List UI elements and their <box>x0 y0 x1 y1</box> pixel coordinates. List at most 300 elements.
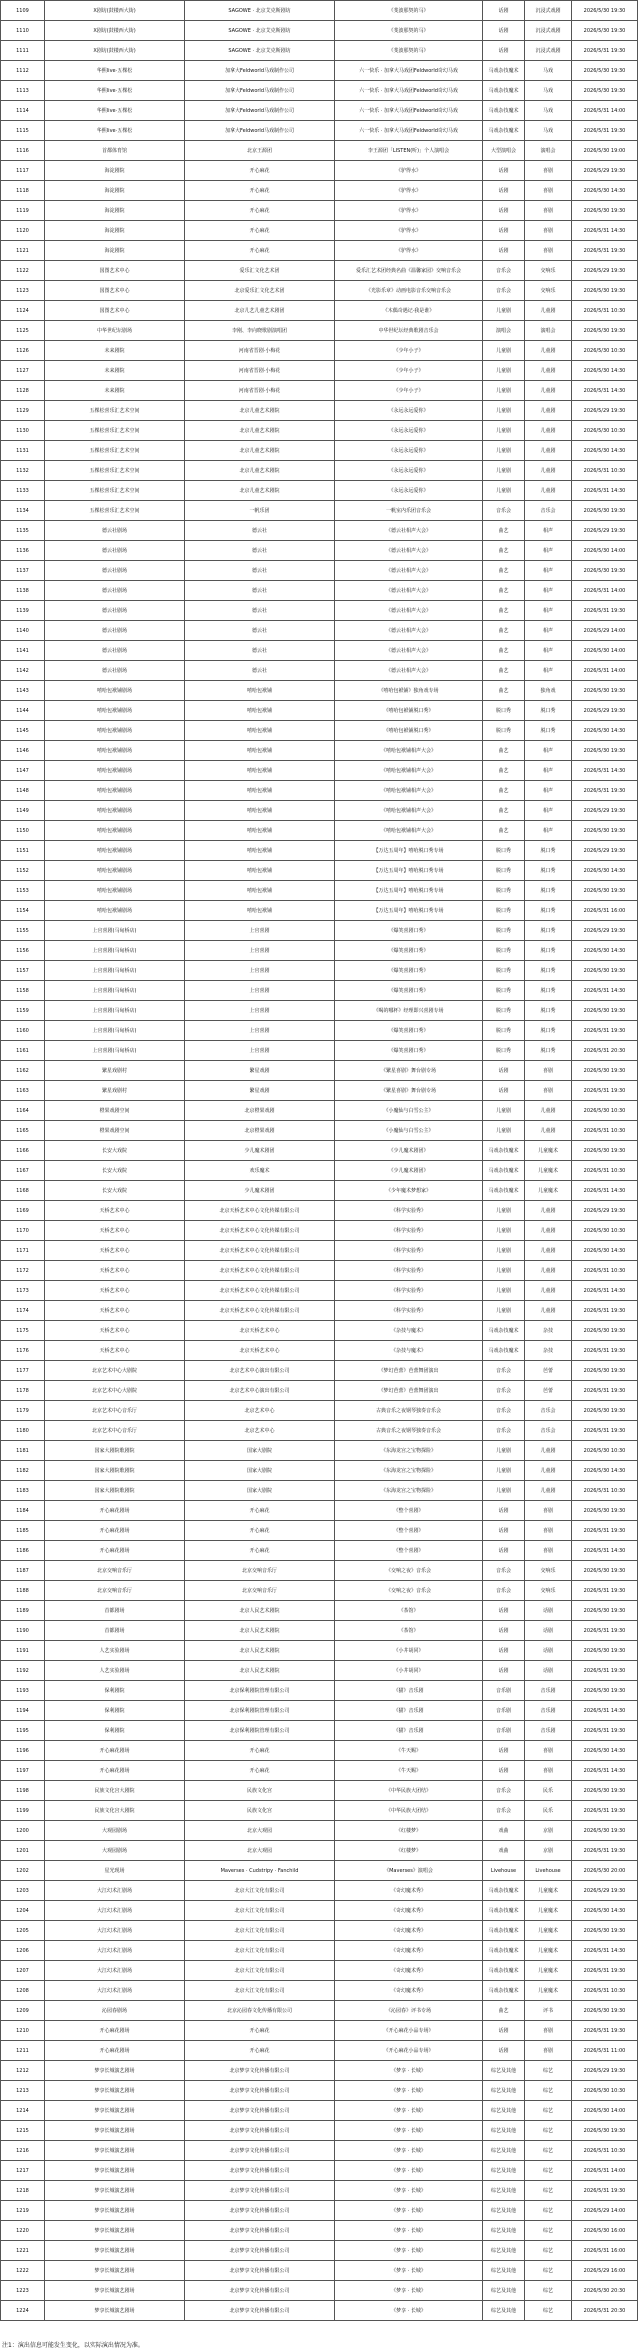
row-number-cell: 1185 <box>1 1521 45 1541</box>
row-number-cell: 1135 <box>1 521 45 541</box>
venue-cell: 国家大剧院歌剧院 <box>45 1481 185 1501</box>
organizer-cell: 北京保利剧院管理有限公司 <box>185 1721 335 1741</box>
genre-cell: 脱口秀 <box>525 901 572 921</box>
genre-cell: 音乐会 <box>525 1401 572 1421</box>
genre-cell: 喜剧 <box>525 201 572 221</box>
category-cell: 脱口秀 <box>483 861 525 881</box>
table-row <box>1 1021 638 1041</box>
genre-cell: 脱口秀 <box>525 861 572 881</box>
title-cell: 古典音乐之夜钢琴独奏音乐会 <box>335 1401 483 1421</box>
genre-cell: 喜剧 <box>525 241 572 261</box>
venue-cell: 首都体育馆 <box>45 141 185 161</box>
table-row <box>1 1001 638 1021</box>
organizer-cell: 北京大江文化有限公司 <box>185 1901 335 1921</box>
organizer-cell: 德云社 <box>185 581 335 601</box>
category-cell: 音乐剧 <box>483 1681 525 1701</box>
venue-cell: 国家大剧院歌剧院 <box>45 1461 185 1481</box>
organizer-cell: 北京大观园 <box>185 1841 335 1861</box>
table-row <box>1 1841 638 1861</box>
category-cell: 马戏杂技魔术 <box>483 81 525 101</box>
title-cell: 《整个喜剧》 <box>335 1521 483 1541</box>
venue-cell: 开心麻花剧场 <box>45 1501 185 1521</box>
row-number-cell: 1206 <box>1 1941 45 1961</box>
genre-cell: 喜剧 <box>525 161 572 181</box>
row-number-cell: 1157 <box>1 961 45 981</box>
table-row <box>1 1161 638 1181</box>
datetime-cell: 2026/5/31 19:30 <box>572 241 638 261</box>
datetime-cell: 2026/5/30 19:30 <box>572 1681 638 1701</box>
venue-cell: 未来剧院 <box>45 381 185 401</box>
category-cell: 脱口秀 <box>483 941 525 961</box>
genre-cell: 交响乐 <box>525 1581 572 1601</box>
row-number-cell: 1155 <box>1 921 45 941</box>
venue-cell: 梦享长城演艺剧场 <box>45 2281 185 2301</box>
row-number-cell: 1202 <box>1 1861 45 1881</box>
datetime-cell: 2026/5/30 19:30 <box>572 1561 638 1581</box>
datetime-cell: 2026/5/30 19:30 <box>572 561 638 581</box>
genre-cell: 儿童魔术 <box>525 1161 572 1181</box>
title-cell: 《中华民族大团结》 <box>335 1781 483 1801</box>
row-number-cell: 1176 <box>1 1341 45 1361</box>
genre-cell: 儿童魔术 <box>525 1181 572 1201</box>
venue-cell: 海淀剧院 <box>45 241 185 261</box>
organizer-cell: 北京梦享文化传播有限公司 <box>185 2141 335 2161</box>
title-cell: 《光影乐章》动画电影音乐交响音乐会 <box>335 281 483 301</box>
venue-cell: 梦享长城演艺剧场 <box>45 2181 185 2201</box>
table-row <box>1 501 638 521</box>
venue-cell: 天桥艺术中心 <box>45 1281 185 1301</box>
row-number-cell: 1184 <box>1 1501 45 1521</box>
category-cell: 综艺及其他 <box>483 2061 525 2081</box>
table-row <box>1 1941 638 1961</box>
venue-cell: 德云社剧场 <box>45 641 185 661</box>
row-number-cell: 1127 <box>1 361 45 381</box>
title-cell: 《茶馆》 <box>335 1621 483 1641</box>
category-cell: 综艺及其他 <box>483 2201 525 2221</box>
table-row <box>1 1041 638 1061</box>
title-cell: 《爆笑喜剧口秀》 <box>335 1021 483 1041</box>
organizer-cell: 开心麻花 <box>185 2041 335 2061</box>
table-row <box>1 321 638 341</box>
table-row <box>1 601 638 621</box>
datetime-cell: 2026/5/31 14:00 <box>572 581 638 601</box>
title-cell: 《奇幻魔术秀》 <box>335 1981 483 2001</box>
title-cell: 《中华民族大团结》 <box>335 1801 483 1821</box>
title-cell: 《梦享 · 长城》 <box>335 2201 483 2221</box>
datetime-cell: 2026/5/31 14:30 <box>572 1941 638 1961</box>
title-cell: 《梦享 · 长城》 <box>335 2221 483 2241</box>
table-row <box>1 2081 638 2101</box>
category-cell: 脱口秀 <box>483 1041 525 1061</box>
table-row <box>1 781 638 801</box>
genre-cell: 综艺 <box>525 2301 572 2321</box>
venue-cell: 开心麻花剧场 <box>45 1541 185 1561</box>
category-cell: 曲艺 <box>483 781 525 801</box>
venue-cell: 天桥艺术中心 <box>45 1221 185 1241</box>
row-number-cell: 1211 <box>1 2041 45 2061</box>
table-row <box>1 421 638 441</box>
organizer-cell: 北京交响音乐厅 <box>185 1561 335 1581</box>
title-cell: 《杂技与魔术》 <box>335 1341 483 1361</box>
row-number-cell: 1124 <box>1 301 45 321</box>
row-number-cell: 1187 <box>1 1561 45 1581</box>
category-cell: 曲艺 <box>483 821 525 841</box>
table-row <box>1 261 638 281</box>
category-cell: 曲艺 <box>483 741 525 761</box>
genre-cell: 综艺 <box>525 2261 572 2281</box>
datetime-cell: 2026/5/30 14:30 <box>572 721 638 741</box>
category-cell: 脱口秀 <box>483 881 525 901</box>
row-number-cell: 1180 <box>1 1421 45 1441</box>
category-cell: 音乐会 <box>483 1381 525 1401</box>
title-cell: 《德云社相声大会》 <box>335 621 483 641</box>
row-number-cell: 1133 <box>1 481 45 501</box>
title-cell: 《交响之夜》音乐会 <box>335 1581 483 1601</box>
category-cell: 脱口秀 <box>483 961 525 981</box>
table-row <box>1 1601 638 1621</box>
table-row <box>1 661 638 681</box>
venue-cell: 国图艺术中心 <box>45 281 185 301</box>
row-number-cell: 1193 <box>1 1681 45 1701</box>
row-number-cell: 1175 <box>1 1321 45 1341</box>
organizer-cell: 北京天桥艺术中心文化传媒有限公司 <box>185 1281 335 1301</box>
genre-cell: 儿童剧 <box>525 1281 572 1301</box>
venue-cell: 嘻哈包袱铺剧场 <box>45 741 185 761</box>
table-row <box>1 1701 638 1721</box>
category-cell: 话剧 <box>483 1641 525 1661</box>
organizer-cell: 北京保利剧院管理有限公司 <box>185 1701 335 1721</box>
title-cell: 《嘻哈包袱铺相声大会》 <box>335 741 483 761</box>
genre-cell: 话剧 <box>525 1641 572 1661</box>
venue-cell: 德云社剧场 <box>45 521 185 541</box>
genre-cell: 马戏 <box>525 101 572 121</box>
row-number-cell: 1221 <box>1 2241 45 2261</box>
organizer-cell: 开心麻花 <box>185 1741 335 1761</box>
table-row <box>1 1481 638 1501</box>
genre-cell: 演唱会 <box>525 141 572 161</box>
datetime-cell: 2026/5/29 16:00 <box>572 2261 638 2281</box>
row-number-cell: 1149 <box>1 801 45 821</box>
table-row <box>1 2001 638 2021</box>
row-number-cell: 1198 <box>1 1781 45 1801</box>
datetime-cell: 2026/5/31 20:30 <box>572 1041 638 1061</box>
venue-cell: 华熙live·五棵松 <box>45 101 185 121</box>
row-number-cell: 1210 <box>1 2021 45 2041</box>
row-number-cell: 1170 <box>1 1221 45 1241</box>
title-cell: 《嘻哈包袱铺脱口秀》 <box>335 701 483 721</box>
category-cell: 马戏杂技魔术 <box>483 1181 525 1201</box>
venue-cell: 梦享长城演艺剧场 <box>45 2261 185 2281</box>
table-row <box>1 121 638 141</box>
datetime-cell: 2026/5/30 19:30 <box>572 961 638 981</box>
title-cell: 《驴得水》 <box>335 221 483 241</box>
title-cell: 《梦享 · 长城》 <box>335 2101 483 2121</box>
row-number-cell: 1169 <box>1 1201 45 1221</box>
row-number-cell: 1195 <box>1 1721 45 1741</box>
organizer-cell: SAGOWE · 北京艾克斯剧坊 <box>185 21 335 41</box>
genre-cell: 儿童剧 <box>525 1461 572 1481</box>
venue-cell: 天桥艺术中心 <box>45 1321 185 1341</box>
venue-cell: 海淀剧院 <box>45 221 185 241</box>
genre-cell: 喜剧 <box>525 1501 572 1521</box>
table-row <box>1 921 638 941</box>
venue-cell: 大观园剧场 <box>45 1841 185 1861</box>
table-row <box>1 1461 638 1481</box>
table-row <box>1 2301 638 2321</box>
row-number-cell: 1222 <box>1 2261 45 2281</box>
organizer-cell: 北京大江文化有限公司 <box>185 1881 335 1901</box>
venue-cell: 梦享长城演艺剧场 <box>45 2141 185 2161</box>
title-cell: 《奇幻魔术秀》 <box>335 1961 483 1981</box>
table-row <box>1 1061 638 1081</box>
title-cell: 《爆笑喜剧口秀》 <box>335 921 483 941</box>
datetime-cell: 2026/5/29 19:30 <box>572 921 638 941</box>
category-cell: 话剧 <box>483 1601 525 1621</box>
table-row <box>1 241 638 261</box>
datetime-cell: 2026/5/31 19:30 <box>572 121 638 141</box>
table-row <box>1 1981 638 2001</box>
organizer-cell: 开心麻花 <box>185 1501 335 1521</box>
category-cell: 话剧 <box>483 2021 525 2041</box>
category-cell: 音乐会 <box>483 1561 525 1581</box>
organizer-cell: 北京儿童艺术剧院 <box>185 441 335 461</box>
datetime-cell: 2026/5/30 19:30 <box>572 1641 638 1661</box>
table-row <box>1 1301 638 1321</box>
venue-cell: 梦享长城演艺剧场 <box>45 2081 185 2101</box>
venue-cell: 华熙live·五棵松 <box>45 121 185 141</box>
row-number-cell: 1173 <box>1 1281 45 1301</box>
category-cell: 儿童剧 <box>483 341 525 361</box>
genre-cell: 儿童剧 <box>525 1301 572 1321</box>
organizer-cell: 河南省晋剧·小梅花 <box>185 381 335 401</box>
category-cell: 儿童剧 <box>483 421 525 441</box>
title-cell: 一帆室内乐团音乐会 <box>335 501 483 521</box>
title-cell: 【万达五周年】嘻哈脱口秀专场 <box>335 881 483 901</box>
category-cell: 脱口秀 <box>483 701 525 721</box>
organizer-cell: 开心麻花 <box>185 181 335 201</box>
row-number-cell: 1214 <box>1 2101 45 2121</box>
category-cell: 话剧 <box>483 1661 525 1681</box>
row-number-cell: 1178 <box>1 1381 45 1401</box>
venue-cell: X剧坊(鼓楼西大街) <box>45 1 185 21</box>
genre-cell: 沉浸式戏剧 <box>525 41 572 61</box>
organizer-cell: 加拿大Feldworld马戏制作公司 <box>185 81 335 101</box>
venue-cell: 人艺实验剧场 <box>45 1641 185 1661</box>
category-cell: 综艺及其他 <box>483 2281 525 2301</box>
title-cell: 中华世纪坛经典歌剧音乐会 <box>335 321 483 341</box>
category-cell: 脱口秀 <box>483 921 525 941</box>
datetime-cell: 2026/5/30 20:00 <box>572 1861 638 1881</box>
venue-cell: 天桥艺术中心 <box>45 1241 185 1261</box>
title-cell: 《小井胡同》 <box>335 1661 483 1681</box>
datetime-cell: 2026/5/31 19:30 <box>572 1021 638 1041</box>
title-cell: 【万达五周年】嘻哈脱口秀专场 <box>335 901 483 921</box>
table-row <box>1 1681 638 1701</box>
datetime-cell: 2026/5/30 19:30 <box>572 2121 638 2141</box>
genre-cell: 脱口秀 <box>525 1021 572 1041</box>
venue-cell: 天桥艺术中心 <box>45 1341 185 1361</box>
title-cell: 《德云社相声大会》 <box>335 561 483 581</box>
organizer-cell: 北京梦享文化传播有限公司 <box>185 2221 335 2241</box>
table-row <box>1 1581 638 1601</box>
title-cell: 《永远永远爱你》 <box>335 441 483 461</box>
datetime-cell: 2026/5/31 19:30 <box>572 1801 638 1821</box>
genre-cell: 综艺 <box>525 2201 572 2221</box>
category-cell: 曲艺 <box>483 621 525 641</box>
row-number-cell: 1172 <box>1 1261 45 1281</box>
table-row <box>1 281 638 301</box>
datetime-cell: 2026/5/30 10:30 <box>572 421 638 441</box>
datetime-cell: 2026/5/31 14:30 <box>572 981 638 1001</box>
genre-cell: 儿童剧 <box>525 481 572 501</box>
category-cell: 曲艺 <box>483 561 525 581</box>
row-number-cell: 1110 <box>1 21 45 41</box>
genre-cell: 马戏 <box>525 121 572 141</box>
venue-cell: 华熙live·五棵松 <box>45 81 185 101</box>
title-cell: 《嘻哈包袱铺相声大会》 <box>335 801 483 821</box>
datetime-cell: 2026/5/30 19:30 <box>572 821 638 841</box>
table-row <box>1 1261 638 1281</box>
organizer-cell: 爱乐汇文化艺术团 <box>185 261 335 281</box>
row-number-cell: 1216 <box>1 2141 45 2161</box>
datetime-cell: 2026/5/31 10:30 <box>572 461 638 481</box>
datetime-cell: 2026/5/30 14:30 <box>572 361 638 381</box>
venue-cell: 上官喜剧(马甸桥店) <box>45 1041 185 1061</box>
title-cell: 《嘻哈包袱铺》独角戏专场 <box>335 681 483 701</box>
category-cell: 音乐剧 <box>483 1721 525 1741</box>
row-number-cell: 1179 <box>1 1401 45 1421</box>
genre-cell: 儿童剧 <box>525 361 572 381</box>
genre-cell: 相声 <box>525 561 572 581</box>
organizer-cell: 少儿魔术剧团 <box>185 1181 335 1201</box>
category-cell: 话剧 <box>483 1 525 21</box>
venue-cell: 德云社剧场 <box>45 621 185 641</box>
row-number-cell: 1145 <box>1 721 45 741</box>
table-row <box>1 801 638 821</box>
datetime-cell: 2026/5/30 19:30 <box>572 1601 638 1621</box>
organizer-cell: 北京大江文化有限公司 <box>185 1921 335 1941</box>
title-cell: 《奇幻魔术秀》 <box>335 1901 483 1921</box>
organizer-cell: 北京天桥艺术中心 <box>185 1341 335 1361</box>
venue-cell: X剧坊(鼓楼西大街) <box>45 41 185 61</box>
datetime-cell: 2026/5/30 19:30 <box>572 1921 638 1941</box>
genre-cell: 沉浸式戏剧 <box>525 21 572 41</box>
genre-cell: 脱口秀 <box>525 721 572 741</box>
category-cell: 马戏杂技魔术 <box>483 1321 525 1341</box>
organizer-cell: 北京儿童艺术剧院 <box>185 481 335 501</box>
venue-cell: 未来剧院 <box>45 341 185 361</box>
genre-cell: 儿童剧 <box>525 1441 572 1461</box>
category-cell: 曲艺 <box>483 541 525 561</box>
row-number-cell: 1204 <box>1 1901 45 1921</box>
row-number-cell: 1147 <box>1 761 45 781</box>
table-row <box>1 1721 638 1741</box>
table-row <box>1 1741 638 1761</box>
row-number-cell: 1186 <box>1 1541 45 1561</box>
venue-cell: 天桥艺术中心 <box>45 1261 185 1281</box>
category-cell: 儿童剧 <box>483 1301 525 1321</box>
category-cell: 曲艺 <box>483 581 525 601</box>
row-number-cell: 1146 <box>1 741 45 761</box>
table-row <box>1 2021 638 2041</box>
row-number-cell: 1182 <box>1 1461 45 1481</box>
datetime-cell: 2026/5/30 10:30 <box>572 341 638 361</box>
title-cell: 《德云社相声大会》 <box>335 581 483 601</box>
category-cell: Livehouse <box>483 1861 525 1881</box>
organizer-cell: 北京儿童艺术剧院 <box>185 401 335 421</box>
datetime-cell: 2026/5/30 14:30 <box>572 861 638 881</box>
title-cell: 《科学实验秀》 <box>335 1241 483 1261</box>
category-cell: 戏曲 <box>483 1841 525 1861</box>
genre-cell: 儿童魔术 <box>525 1141 572 1161</box>
genre-cell: 相声 <box>525 761 572 781</box>
row-number-cell: 1158 <box>1 981 45 1001</box>
row-number-cell: 1121 <box>1 241 45 261</box>
genre-cell: 京剧 <box>525 1821 572 1841</box>
row-number-cell: 1199 <box>1 1801 45 1821</box>
table-row <box>1 521 638 541</box>
venue-cell: 大江幻术汇剧场 <box>45 1961 185 1981</box>
title-cell: 《红楼梦》 <box>335 1841 483 1861</box>
row-number-cell: 1194 <box>1 1701 45 1721</box>
category-cell: 儿童剧 <box>483 1481 525 1501</box>
table-row <box>1 1341 638 1361</box>
venue-cell: 开心麻花剧场 <box>45 2041 185 2061</box>
datetime-cell: 2026/5/31 19:30 <box>572 1841 638 1861</box>
row-number-cell: 1130 <box>1 421 45 441</box>
venue-cell: 星光现场 <box>45 1861 185 1881</box>
table-row <box>1 1321 638 1341</box>
category-cell: 话剧 <box>483 1621 525 1641</box>
venue-cell: 国家大剧院歌剧院 <box>45 1441 185 1461</box>
genre-cell: 脱口秀 <box>525 701 572 721</box>
category-cell: 话剧 <box>483 1541 525 1561</box>
venue-cell: 华熙live·五棵松 <box>45 61 185 81</box>
genre-cell: 相声 <box>525 821 572 841</box>
venue-cell: 上官喜剧(马甸桥店) <box>45 1021 185 1041</box>
venue-cell: 嘻哈包袱铺剧场 <box>45 821 185 841</box>
table-row <box>1 1781 638 1801</box>
title-cell: 《少儿魔术剧团》 <box>335 1161 483 1181</box>
category-cell: 马戏杂技魔术 <box>483 1901 525 1921</box>
genre-cell: 脱口秀 <box>525 921 572 941</box>
organizer-cell: SAGOWE · 北京艾克斯剧坊 <box>185 1 335 21</box>
genre-cell: 相声 <box>525 641 572 661</box>
organizer-cell: 嘻哈包袱铺 <box>185 861 335 881</box>
row-number-cell: 1224 <box>1 2301 45 2321</box>
organizer-cell: 北京天桥艺术中心文化传媒有限公司 <box>185 1261 335 1281</box>
venue-cell: 海淀剧院 <box>45 201 185 221</box>
title-cell: 《斐波那契的马》 <box>335 21 483 41</box>
organizer-cell: 北京梦享文化传播有限公司 <box>185 2181 335 2201</box>
title-cell: 《爆笑喜剧口秀》 <box>335 961 483 981</box>
venue-cell: 上官喜剧(马甸桥店) <box>45 1001 185 1021</box>
table-row <box>1 461 638 481</box>
genre-cell: 相声 <box>525 741 572 761</box>
organizer-cell: 嘻哈包袱铺 <box>185 721 335 741</box>
row-number-cell: 1139 <box>1 601 45 621</box>
row-number-cell: 1109 <box>1 1 45 21</box>
organizer-cell: 嘻哈包袱铺 <box>185 781 335 801</box>
datetime-cell: 2026/5/31 19:30 <box>572 1341 638 1361</box>
category-cell: 话剧 <box>483 1501 525 1521</box>
datetime-cell: 2026/5/30 10:30 <box>572 1441 638 1461</box>
row-number-cell: 1166 <box>1 1141 45 1161</box>
organizer-cell: 加拿大Feldworld马戏制作公司 <box>185 101 335 121</box>
category-cell: 马戏杂技魔术 <box>483 1921 525 1941</box>
row-number-cell: 1138 <box>1 581 45 601</box>
organizer-cell: 嘻哈包袱铺 <box>185 841 335 861</box>
